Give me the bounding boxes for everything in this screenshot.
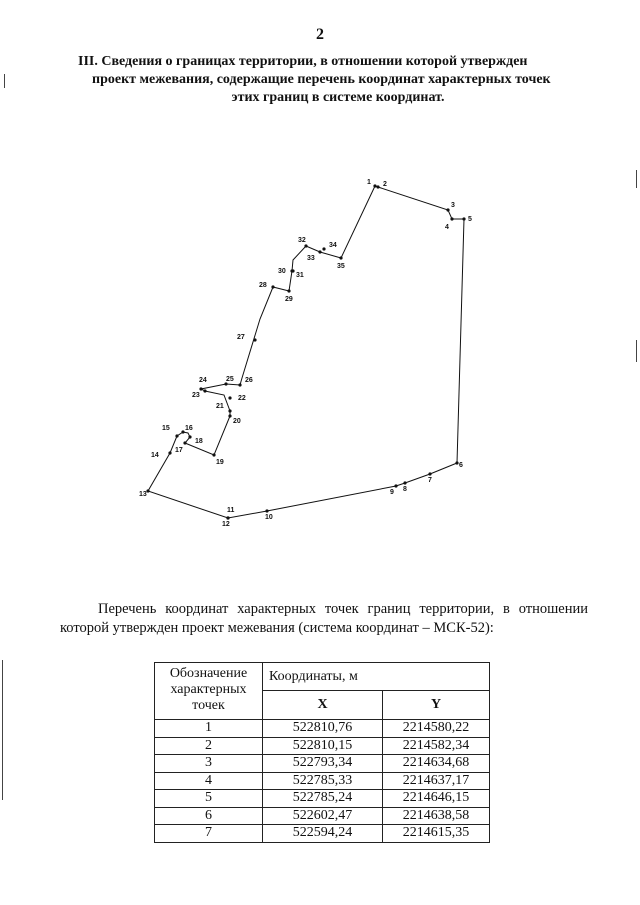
- vertex-point-12: [226, 516, 229, 519]
- point-number: 2: [155, 737, 263, 755]
- vertex-point-5: [462, 217, 465, 220]
- vertex-label-8: 8: [403, 486, 407, 493]
- vertex-label-7: 7: [428, 477, 432, 484]
- coord-x: 522602,47: [263, 807, 383, 825]
- header-point-name: Обозначение характерных точек: [155, 663, 263, 720]
- vertex-point-2: [376, 185, 379, 188]
- coord-x: 522810,76: [263, 720, 383, 738]
- point-number: 1: [155, 720, 263, 738]
- vertex-point-20: [228, 414, 231, 417]
- vertex-point-26: [238, 383, 241, 386]
- section-title-line-3: этих границ в системе координат.: [231, 90, 445, 105]
- coord-y: 2214646,15: [383, 790, 490, 808]
- coord-y: 2214580,22: [383, 720, 490, 738]
- vertex-label-4: 4: [445, 224, 449, 231]
- vertex-point-7: [428, 472, 431, 475]
- coordinates-table: [154, 662, 490, 843]
- vertex-point-24: [203, 389, 206, 392]
- vertex-point-22: [228, 396, 231, 399]
- vertex-label-2: 2: [383, 181, 387, 188]
- coord-y: 2214582,34: [383, 737, 490, 755]
- point-number: 7: [155, 825, 263, 843]
- vertex-point-8: [403, 481, 406, 484]
- coord-y: 2214638,58: [383, 807, 490, 825]
- table-row: [155, 790, 490, 808]
- table-row: [155, 720, 490, 738]
- section-title-line-1: III. Сведения о границах территории, в отношении которой утвержден: [78, 54, 528, 69]
- vertex-label-14: 14: [151, 452, 159, 459]
- point-number: 3: [155, 755, 263, 773]
- vertex-label-31: 31: [296, 272, 304, 279]
- vertex-point-29: [287, 289, 290, 292]
- vertex-point-33: [318, 250, 321, 253]
- table-caption: Перечень координат характерных точек границ территории, в отношении которой утвержден проект межевания (система координат – МСК-52):: [60, 601, 588, 636]
- point-number: 6: [155, 807, 263, 825]
- coord-x: 522793,34: [263, 755, 383, 773]
- vertex-point-14: [168, 451, 171, 454]
- vertex-label-34: 34: [329, 242, 337, 249]
- section-title: [78, 53, 598, 107]
- section-title-line-2: проект межевания, содержащие перечень координат характерных точек: [92, 72, 551, 87]
- header-x: X: [263, 691, 383, 720]
- vertex-point-15: [175, 434, 178, 437]
- vertex-label-16: 16: [185, 425, 193, 432]
- vertex-label-29: 29: [285, 296, 293, 303]
- vertex-label-25: 25: [226, 376, 234, 383]
- vertex-label-24: 24: [199, 377, 207, 384]
- vertex-point-31: [291, 269, 294, 272]
- vertex-point-10: [265, 509, 268, 512]
- vertex-label-11: 11: [227, 507, 235, 514]
- vertex-point-34: [322, 247, 325, 250]
- coord-y: 2214634,68: [383, 755, 490, 773]
- vertex-label-20: 20: [233, 418, 241, 425]
- vertex-label-35: 35: [337, 263, 345, 270]
- vertex-label-33: 33: [307, 255, 315, 262]
- vertex-label-19: 19: [216, 459, 224, 466]
- vertex-label-18: 18: [195, 438, 203, 445]
- vertex-label-3: 3: [451, 202, 455, 209]
- vertex-point-3: [446, 208, 449, 211]
- vertex-label-9: 9: [390, 489, 394, 496]
- vertex-point-18: [188, 435, 191, 438]
- table-row: [155, 737, 490, 755]
- vertex-point-28: [271, 285, 274, 288]
- table-row: [155, 825, 490, 843]
- scan-mark: [4, 74, 5, 88]
- vertex-point-9: [394, 484, 397, 487]
- vertex-point-13: [146, 489, 149, 492]
- vertex-label-10: 10: [265, 514, 273, 521]
- vertex-label-22: 22: [238, 395, 246, 402]
- scan-mark: [636, 170, 637, 188]
- table-row: [155, 772, 490, 790]
- vertex-point-23: [199, 387, 202, 390]
- scan-mark: [636, 340, 637, 362]
- header-coordinates: Координаты, м: [263, 663, 490, 691]
- vertex-point-17: [183, 441, 186, 444]
- vertex-label-13: 13: [139, 491, 147, 498]
- vertex-label-12: 12: [222, 521, 230, 528]
- coord-x: 522785,24: [263, 790, 383, 808]
- vertex-label-28: 28: [259, 282, 267, 289]
- coord-x: 522594,24: [263, 825, 383, 843]
- vertex-label-5: 5: [468, 216, 472, 223]
- vertex-point-4: [450, 217, 453, 220]
- vertex-point-32: [304, 244, 307, 247]
- table-row: [155, 807, 490, 825]
- boundary-line: [148, 186, 464, 518]
- boundary-plan: [0, 150, 640, 550]
- vertex-point-19: [212, 453, 215, 456]
- vertex-label-21: 21: [216, 403, 224, 410]
- vertex-label-1: 1: [367, 179, 371, 186]
- point-number: 4: [155, 772, 263, 790]
- vertex-point-21: [228, 409, 231, 412]
- vertex-point-27: [253, 338, 256, 341]
- coord-x: 522785,33: [263, 772, 383, 790]
- coord-x: 522810,15: [263, 737, 383, 755]
- vertex-label-15: 15: [162, 425, 170, 432]
- vertex-point-35: [339, 256, 342, 259]
- page-number: 2: [316, 26, 324, 43]
- point-number: 5: [155, 790, 263, 808]
- vertex-label-23: 23: [192, 392, 200, 399]
- vertex-label-32: 32: [298, 237, 306, 244]
- coord-y: 2214637,17: [383, 772, 490, 790]
- scan-mark: [2, 660, 3, 800]
- vertex-label-30: 30: [278, 268, 286, 275]
- vertex-label-6: 6: [459, 462, 463, 469]
- header-y: Y: [383, 691, 490, 720]
- table-row: [155, 755, 490, 773]
- vertex-label-26: 26: [245, 377, 253, 384]
- vertex-label-17: 17: [175, 447, 183, 454]
- vertex-label-27: 27: [237, 334, 245, 341]
- coord-y: 2214615,35: [383, 825, 490, 843]
- vertex-point-1: [373, 184, 376, 187]
